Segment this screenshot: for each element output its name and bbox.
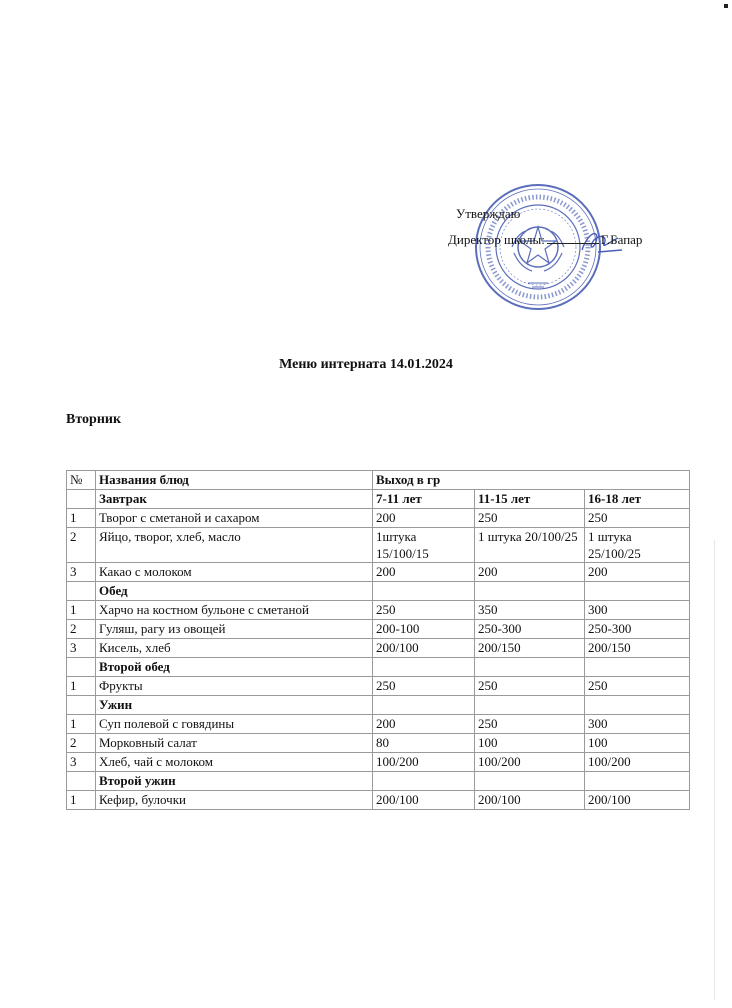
dish-name: Яйцо, творог, хлеб, масло xyxy=(96,528,373,563)
document-title: Меню интерната 14.01.2024 xyxy=(279,357,453,372)
output-7-11: 200 xyxy=(373,563,475,582)
dish-name: Какао с молоком xyxy=(96,563,373,582)
table-row xyxy=(67,509,690,528)
output-16-18 xyxy=(585,658,690,677)
table-row xyxy=(67,677,690,696)
table-row xyxy=(67,563,690,582)
output-7-11 xyxy=(373,658,475,677)
day-of-week: Вторник xyxy=(66,412,122,427)
menu-table-body xyxy=(67,471,690,810)
row-number: 2 xyxy=(67,734,96,753)
output-7-11 xyxy=(373,696,475,715)
table-row xyxy=(67,620,690,639)
section-title: Второй обед xyxy=(96,658,373,677)
output-11-15: 100/200 xyxy=(475,753,585,772)
output-7-11: 200 xyxy=(373,509,475,528)
output-7-11: 200/100 xyxy=(373,639,475,658)
output-11-15: 11-15 лет xyxy=(475,490,585,509)
row-number: 1 xyxy=(67,601,96,620)
output-16-18: 100/200 xyxy=(585,753,690,772)
output-11-15 xyxy=(475,696,585,715)
output-16-18: 100 xyxy=(585,734,690,753)
approval-label: Утверждаю xyxy=(456,206,521,221)
header-dish-name: Названия блюд xyxy=(96,471,373,490)
dish-name: Кисель, хлеб xyxy=(96,639,373,658)
output-11-15: 1 штука 20/100/25 xyxy=(475,528,585,563)
output-16-18 xyxy=(585,582,690,601)
output-16-18: 300 xyxy=(585,715,690,734)
section-row xyxy=(67,490,690,509)
table-row xyxy=(67,734,690,753)
output-7-11: 200/100 xyxy=(373,791,475,810)
row-number xyxy=(67,490,96,509)
row-number: 1 xyxy=(67,509,96,528)
output-7-11 xyxy=(373,772,475,791)
output-16-18: 250-300 xyxy=(585,620,690,639)
dish-name: Фрукты xyxy=(96,677,373,696)
section-row xyxy=(67,582,690,601)
output-7-11: 80 xyxy=(373,734,475,753)
section-title: Завтрак xyxy=(96,490,373,509)
row-number: 3 xyxy=(67,563,96,582)
output-16-18 xyxy=(585,696,690,715)
menu-table xyxy=(66,470,690,810)
dish-name: Харчо на костном бульоне с сметаной xyxy=(96,601,373,620)
row-number: 1 xyxy=(67,677,96,696)
table-row xyxy=(67,601,690,620)
row-number: 3 xyxy=(67,639,96,658)
output-7-11: 100/200 xyxy=(373,753,475,772)
output-11-15 xyxy=(475,658,585,677)
dish-name: Суп полевой с говядины xyxy=(96,715,373,734)
output-7-11: 200-100 xyxy=(373,620,475,639)
table-row xyxy=(67,753,690,772)
table-row xyxy=(67,715,690,734)
table-header-row xyxy=(67,471,690,490)
output-16-18: 250 xyxy=(585,677,690,696)
output-16-18: 250 xyxy=(585,509,690,528)
output-16-18: 1 штука 25/100/25 xyxy=(585,528,690,563)
output-7-11 xyxy=(373,582,475,601)
row-number xyxy=(67,696,96,715)
signature-line xyxy=(547,243,599,244)
output-7-11: 250 xyxy=(373,677,475,696)
section-title: Второй ужин xyxy=(96,772,373,791)
table-row xyxy=(67,639,690,658)
output-11-15: 250 xyxy=(475,715,585,734)
section-row xyxy=(67,772,690,791)
output-11-15: 350 xyxy=(475,601,585,620)
director-name: Г.Бапар xyxy=(600,232,643,247)
output-11-15: 250-300 xyxy=(475,620,585,639)
output-11-15: 250 xyxy=(475,677,585,696)
row-number: 2 xyxy=(67,528,96,563)
dish-name: Морковный салат xyxy=(96,734,373,753)
row-number: 1 xyxy=(67,791,96,810)
output-11-15: 200 xyxy=(475,563,585,582)
output-11-15: 200/100 xyxy=(475,791,585,810)
output-7-11: 200 xyxy=(373,715,475,734)
header-num: № xyxy=(67,471,96,490)
row-number xyxy=(67,658,96,677)
director-title: Директор школы: xyxy=(448,232,545,247)
table-row xyxy=(67,528,690,563)
section-title: Ужин xyxy=(96,696,373,715)
output-11-15: 200/150 xyxy=(475,639,585,658)
row-number: 1 xyxy=(67,715,96,734)
output-16-18: 16-18 лет xyxy=(585,490,690,509)
dish-name: Творог с сметаной и сахаром xyxy=(96,509,373,528)
scan-edge-line xyxy=(714,540,715,1000)
output-7-11: 250 xyxy=(373,601,475,620)
row-number: 2 xyxy=(67,620,96,639)
output-16-18: 200 xyxy=(585,563,690,582)
section-row xyxy=(67,658,690,677)
dish-name: Хлеб, чай с молоком xyxy=(96,753,373,772)
section-title: Обед xyxy=(96,582,373,601)
output-7-11: 7-11 лет xyxy=(373,490,475,509)
row-number xyxy=(67,772,96,791)
output-16-18 xyxy=(585,772,690,791)
section-row xyxy=(67,696,690,715)
output-11-15 xyxy=(475,772,585,791)
output-16-18: 300 xyxy=(585,601,690,620)
dish-name: Кефир, булочки xyxy=(96,791,373,810)
output-11-15: 100 xyxy=(475,734,585,753)
output-16-18: 200/100 xyxy=(585,791,690,810)
scan-artifact xyxy=(724,4,728,8)
output-16-18: 200/150 xyxy=(585,639,690,658)
output-11-15 xyxy=(475,582,585,601)
director-line xyxy=(448,232,642,248)
row-number: 3 xyxy=(67,753,96,772)
dish-name: Гуляш, рагу из овощей xyxy=(96,620,373,639)
output-11-15: 250 xyxy=(475,509,585,528)
header-output: Выход в гр xyxy=(373,471,690,490)
row-number xyxy=(67,582,96,601)
output-7-11: 1штука 15/100/15 xyxy=(373,528,475,563)
table-row xyxy=(67,791,690,810)
